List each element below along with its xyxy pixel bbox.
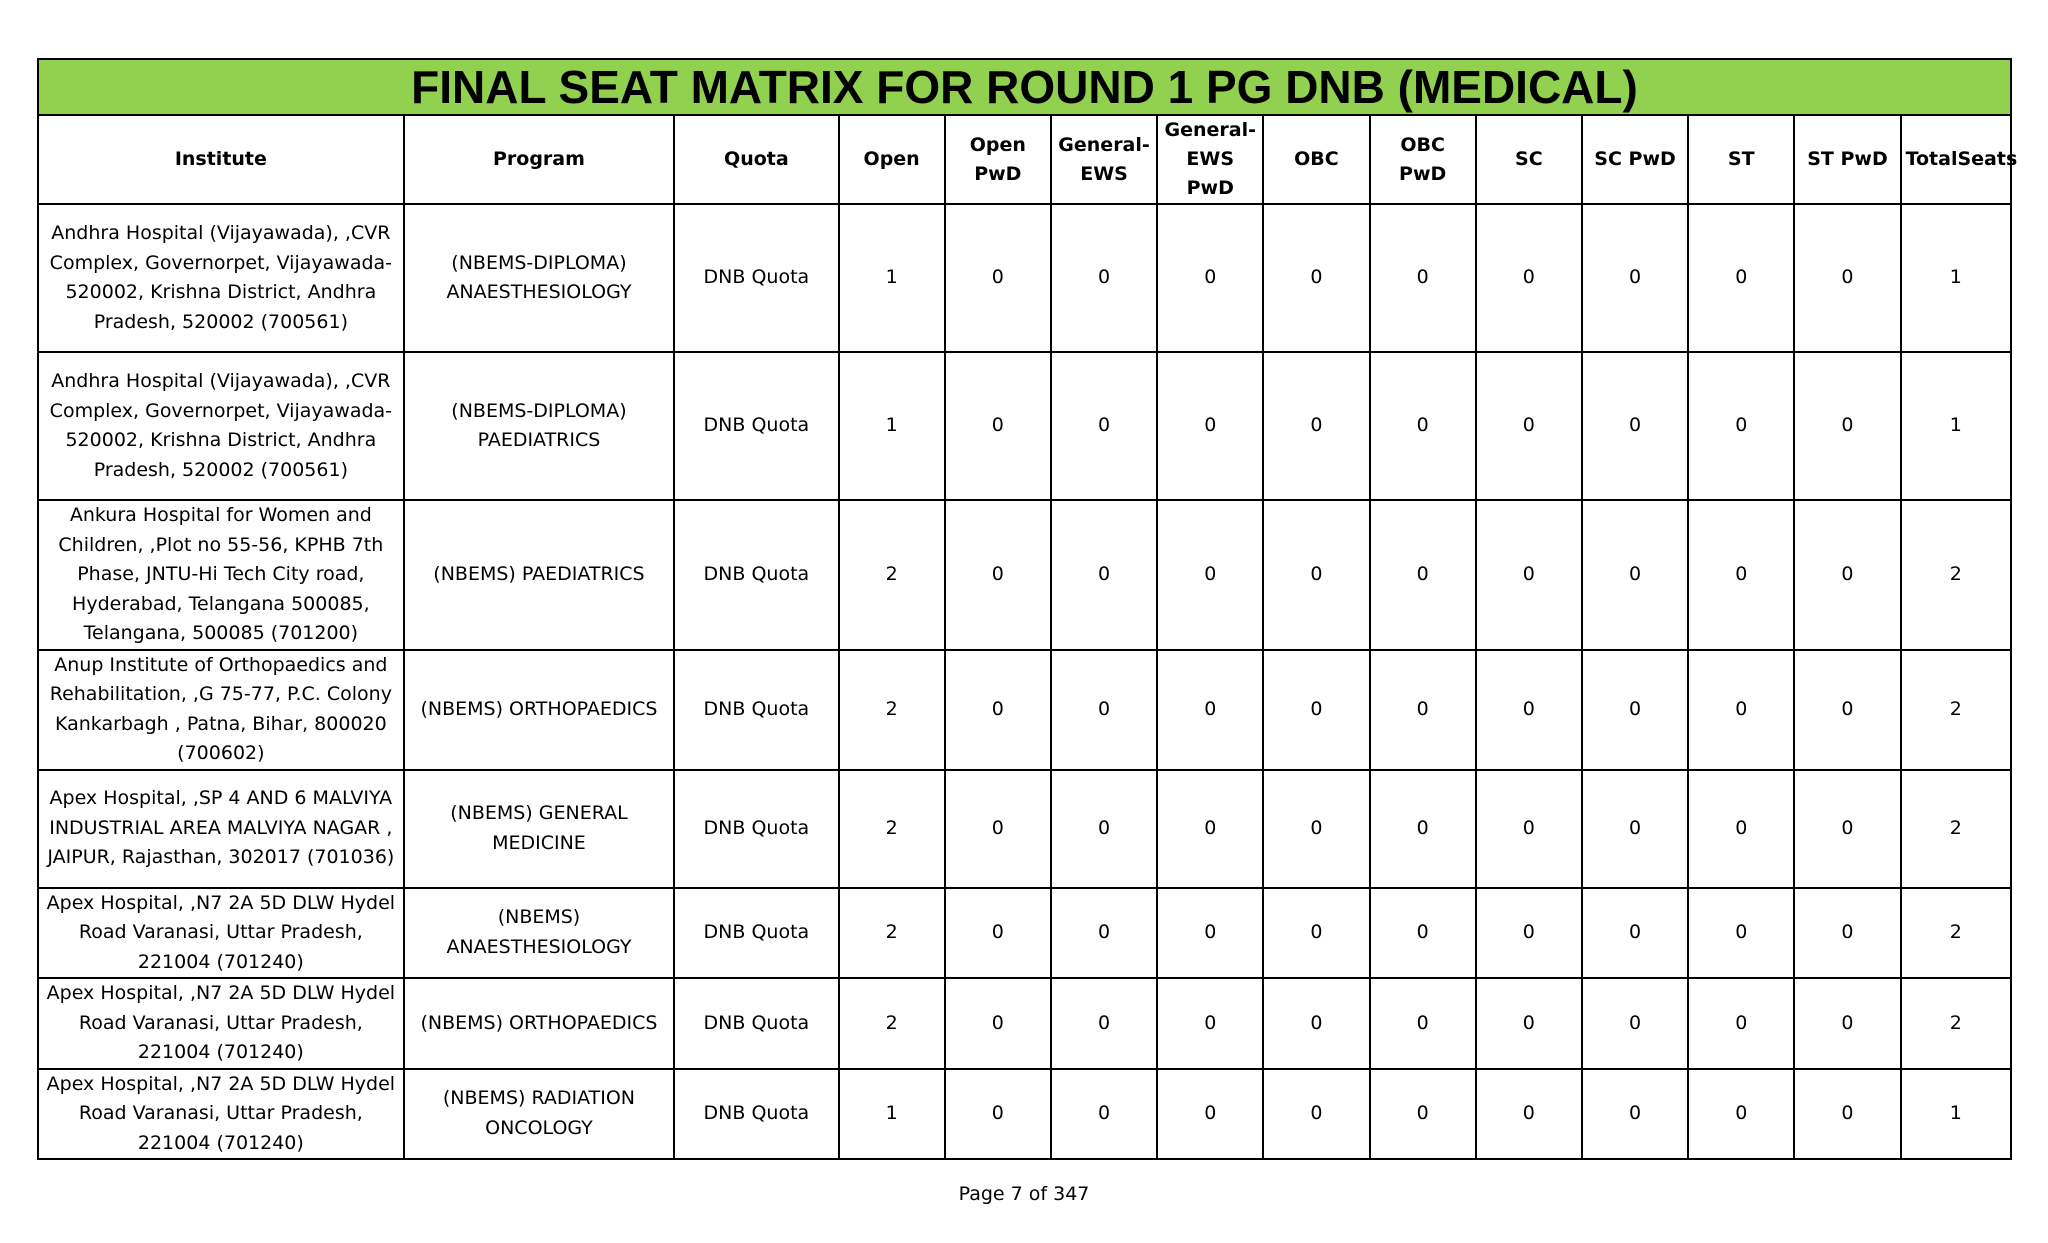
- cell-sc-pwd: 0: [1582, 770, 1688, 888]
- cell-st-pwd: 0: [1794, 204, 1900, 352]
- column-header-total-seats: TotalSeats: [1901, 115, 2011, 204]
- table-row: [38, 500, 2011, 650]
- cell-general-ews: 0: [1051, 978, 1157, 1069]
- cell-institute: Apex Hospital, ,N7 2A 5D DLW Hydel Road Varanasi, Uttar Pradesh, 221004 (701240): [38, 888, 404, 979]
- cell-general-ews-pwd: 0: [1157, 500, 1263, 650]
- cell-total-seats: 1: [1901, 204, 2011, 352]
- cell-open-pwd: 0: [945, 770, 1051, 888]
- cell-sc-pwd: 0: [1582, 500, 1688, 650]
- cell-open: 1: [839, 1069, 945, 1160]
- cell-open: 2: [839, 500, 945, 650]
- cell-program: (NBEMS) ANAESTHESIOLOGY: [404, 888, 675, 979]
- cell-open: 1: [839, 352, 945, 500]
- table-body: [38, 204, 2011, 1159]
- cell-st-pwd: 0: [1794, 1069, 1900, 1160]
- cell-program: (NBEMS) ORTHOPAEDICS: [404, 650, 675, 770]
- cell-obc-pwd: 0: [1370, 352, 1476, 500]
- table-row: [38, 770, 2011, 888]
- cell-st: 0: [1688, 888, 1794, 979]
- seat-matrix-table: [37, 58, 2018, 1160]
- cell-open: 1: [839, 204, 945, 352]
- cell-obc: 0: [1263, 1069, 1369, 1160]
- cell-obc-pwd: 0: [1370, 204, 1476, 352]
- cell-quota: DNB Quota: [674, 650, 838, 770]
- cell-general-ews: 0: [1051, 204, 1157, 352]
- column-header-institute: Institute: [38, 115, 404, 204]
- column-header-open: Open: [839, 115, 945, 204]
- column-header-quota: Quota: [674, 115, 838, 204]
- cell-open: 2: [839, 888, 945, 979]
- column-header-open-pwd: Open PwD: [945, 115, 1051, 204]
- table-row: [38, 204, 2011, 352]
- cell-general-ews: 0: [1051, 770, 1157, 888]
- cell-obc-pwd: 0: [1370, 500, 1476, 650]
- column-header-st-pwd: ST PwD: [1794, 115, 1900, 204]
- cell-institute: Anup Institute of Orthopaedics and Rehabilitation, ,G 75-77, P.C. Colony Kankarbagh , Patna, Bihar, 800020 (700602): [38, 650, 404, 770]
- table-row: [38, 1069, 2011, 1160]
- cell-st-pwd: 0: [1794, 500, 1900, 650]
- cell-general-ews: 0: [1051, 888, 1157, 979]
- cell-obc: 0: [1263, 978, 1369, 1069]
- cell-sc-pwd: 0: [1582, 888, 1688, 979]
- cell-general-ews-pwd: 0: [1157, 650, 1263, 770]
- cell-obc: 0: [1263, 770, 1369, 888]
- column-header-st: ST: [1688, 115, 1794, 204]
- cell-institute: Andhra Hospital (Vijayawada), ,CVR Complex, Governorpet, Vijayawada-520002, Krishna District, Andhra Pradesh, 520002 (700561): [38, 352, 404, 500]
- cell-quota: DNB Quota: [674, 978, 838, 1069]
- cell-obc: 0: [1263, 888, 1369, 979]
- cell-obc: 0: [1263, 352, 1369, 500]
- cell-general-ews: 0: [1051, 650, 1157, 770]
- cell-general-ews-pwd: 0: [1157, 770, 1263, 888]
- cell-program: (NBEMS) GENERAL MEDICINE: [404, 770, 675, 888]
- table-row: [38, 650, 2011, 770]
- cell-open-pwd: 0: [945, 650, 1051, 770]
- cell-general-ews-pwd: 0: [1157, 978, 1263, 1069]
- cell-total-seats: 1: [1901, 1069, 2011, 1160]
- cell-sc: 0: [1476, 1069, 1582, 1160]
- cell-quota: DNB Quota: [674, 352, 838, 500]
- cell-obc-pwd: 0: [1370, 770, 1476, 888]
- cell-sc-pwd: 0: [1582, 1069, 1688, 1160]
- cell-sc: 0: [1476, 888, 1582, 979]
- cell-total-seats: 2: [1901, 650, 2011, 770]
- cell-st: 0: [1688, 500, 1794, 650]
- cell-institute: Apex Hospital, ,SP 4 AND 6 MALVIYA INDUSTRIAL AREA MALVIYA NAGAR , JAIPUR, Rajasthan, 302017 (701036): [38, 770, 404, 888]
- cell-open-pwd: 0: [945, 1069, 1051, 1160]
- cell-program: (NBEMS) ORTHOPAEDICS: [404, 978, 675, 1069]
- cell-quota: DNB Quota: [674, 888, 838, 979]
- seat-matrix-sheet: [37, 58, 2018, 1160]
- cell-obc: 0: [1263, 204, 1369, 352]
- cell-total-seats: 2: [1901, 770, 2011, 888]
- cell-general-ews-pwd: 0: [1157, 1069, 1263, 1160]
- cell-obc-pwd: 0: [1370, 1069, 1476, 1160]
- cell-quota: DNB Quota: [674, 1069, 838, 1160]
- cell-sc: 0: [1476, 500, 1582, 650]
- cell-st-pwd: 0: [1794, 978, 1900, 1069]
- cell-sc-pwd: 0: [1582, 204, 1688, 352]
- cell-institute: Apex Hospital, ,N7 2A 5D DLW Hydel Road Varanasi, Uttar Pradesh, 221004 (701240): [38, 1069, 404, 1160]
- cell-sc-pwd: 0: [1582, 352, 1688, 500]
- cell-sc: 0: [1476, 770, 1582, 888]
- header-row: [38, 115, 2011, 204]
- cell-st: 0: [1688, 650, 1794, 770]
- cell-program: (NBEMS) RADIATION ONCOLOGY: [404, 1069, 675, 1160]
- cell-quota: DNB Quota: [674, 204, 838, 352]
- cell-st-pwd: 0: [1794, 770, 1900, 888]
- cell-obc: 0: [1263, 500, 1369, 650]
- cell-program: (NBEMS) PAEDIATRICS: [404, 500, 675, 650]
- cell-st: 0: [1688, 352, 1794, 500]
- cell-st-pwd: 0: [1794, 650, 1900, 770]
- cell-st: 0: [1688, 770, 1794, 888]
- column-header-sc-pwd: SC PwD: [1582, 115, 1688, 204]
- column-header-obc: OBC: [1263, 115, 1369, 204]
- column-header-general-ews: General-EWS: [1051, 115, 1157, 204]
- cell-st-pwd: 0: [1794, 888, 1900, 979]
- cell-institute: Andhra Hospital (Vijayawada), ,CVR Complex, Governorpet, Vijayawada-520002, Krishna District, Andhra Pradesh, 520002 (700561): [38, 204, 404, 352]
- page-number: Page 7 of 347: [958, 1183, 1090, 1205]
- column-header-obc-pwd: OBC PwD: [1370, 115, 1476, 204]
- cell-obc-pwd: 0: [1370, 650, 1476, 770]
- cell-program: (NBEMS-DIPLOMA) PAEDIATRICS: [404, 352, 675, 500]
- cell-open: 2: [839, 650, 945, 770]
- cell-open-pwd: 0: [945, 978, 1051, 1069]
- cell-open-pwd: 0: [945, 204, 1051, 352]
- cell-open: 2: [839, 770, 945, 888]
- cell-institute: Ankura Hospital for Women and Children, ,Plot no 55-56, KPHB 7th Phase, JNTU-Hi Tech City road, Hyderabad, Telangana 500085, Telangana, 500085 (701200): [38, 500, 404, 650]
- cell-quota: DNB Quota: [674, 500, 838, 650]
- cell-general-ews: 0: [1051, 352, 1157, 500]
- cell-open-pwd: 0: [945, 352, 1051, 500]
- table-row: [38, 978, 2011, 1069]
- cell-sc-pwd: 0: [1582, 978, 1688, 1069]
- cell-general-ews: 0: [1051, 500, 1157, 650]
- cell-general-ews: 0: [1051, 1069, 1157, 1160]
- cell-st: 0: [1688, 978, 1794, 1069]
- cell-general-ews-pwd: 0: [1157, 888, 1263, 979]
- column-header-general-ews-pwd: General-EWS PwD: [1157, 115, 1263, 204]
- cell-total-seats: 2: [1901, 888, 2011, 979]
- table-row: [38, 352, 2011, 500]
- table-row: [38, 888, 2011, 979]
- cell-institute: Apex Hospital, ,N7 2A 5D DLW Hydel Road Varanasi, Uttar Pradesh, 221004 (701240): [38, 978, 404, 1069]
- cell-total-seats: 2: [1901, 978, 2011, 1069]
- cell-open: 2: [839, 978, 945, 1069]
- cell-obc-pwd: 0: [1370, 978, 1476, 1069]
- column-header-sc: SC: [1476, 115, 1582, 204]
- cell-total-seats: 2: [1901, 500, 2011, 650]
- cell-open-pwd: 0: [945, 500, 1051, 650]
- cell-obc: 0: [1263, 650, 1369, 770]
- title-row: [38, 59, 2011, 115]
- cell-program: (NBEMS-DIPLOMA) ANAESTHESIOLOGY: [404, 204, 675, 352]
- cell-open-pwd: 0: [945, 888, 1051, 979]
- column-header-program: Program: [404, 115, 675, 204]
- cell-quota: DNB Quota: [674, 770, 838, 888]
- cell-sc: 0: [1476, 978, 1582, 1069]
- cell-sc: 0: [1476, 650, 1582, 770]
- cell-st: 0: [1688, 1069, 1794, 1160]
- cell-sc: 0: [1476, 204, 1582, 352]
- cell-sc-pwd: 0: [1582, 650, 1688, 770]
- cell-obc-pwd: 0: [1370, 888, 1476, 979]
- cell-general-ews-pwd: 0: [1157, 204, 1263, 352]
- cell-general-ews-pwd: 0: [1157, 352, 1263, 500]
- page-title: FINAL SEAT MATRIX FOR ROUND 1 PG DNB (MEDICAL): [38, 59, 2011, 115]
- cell-st: 0: [1688, 204, 1794, 352]
- cell-st-pwd: 0: [1794, 352, 1900, 500]
- cell-sc: 0: [1476, 352, 1582, 500]
- cell-total-seats: 1: [1901, 352, 2011, 500]
